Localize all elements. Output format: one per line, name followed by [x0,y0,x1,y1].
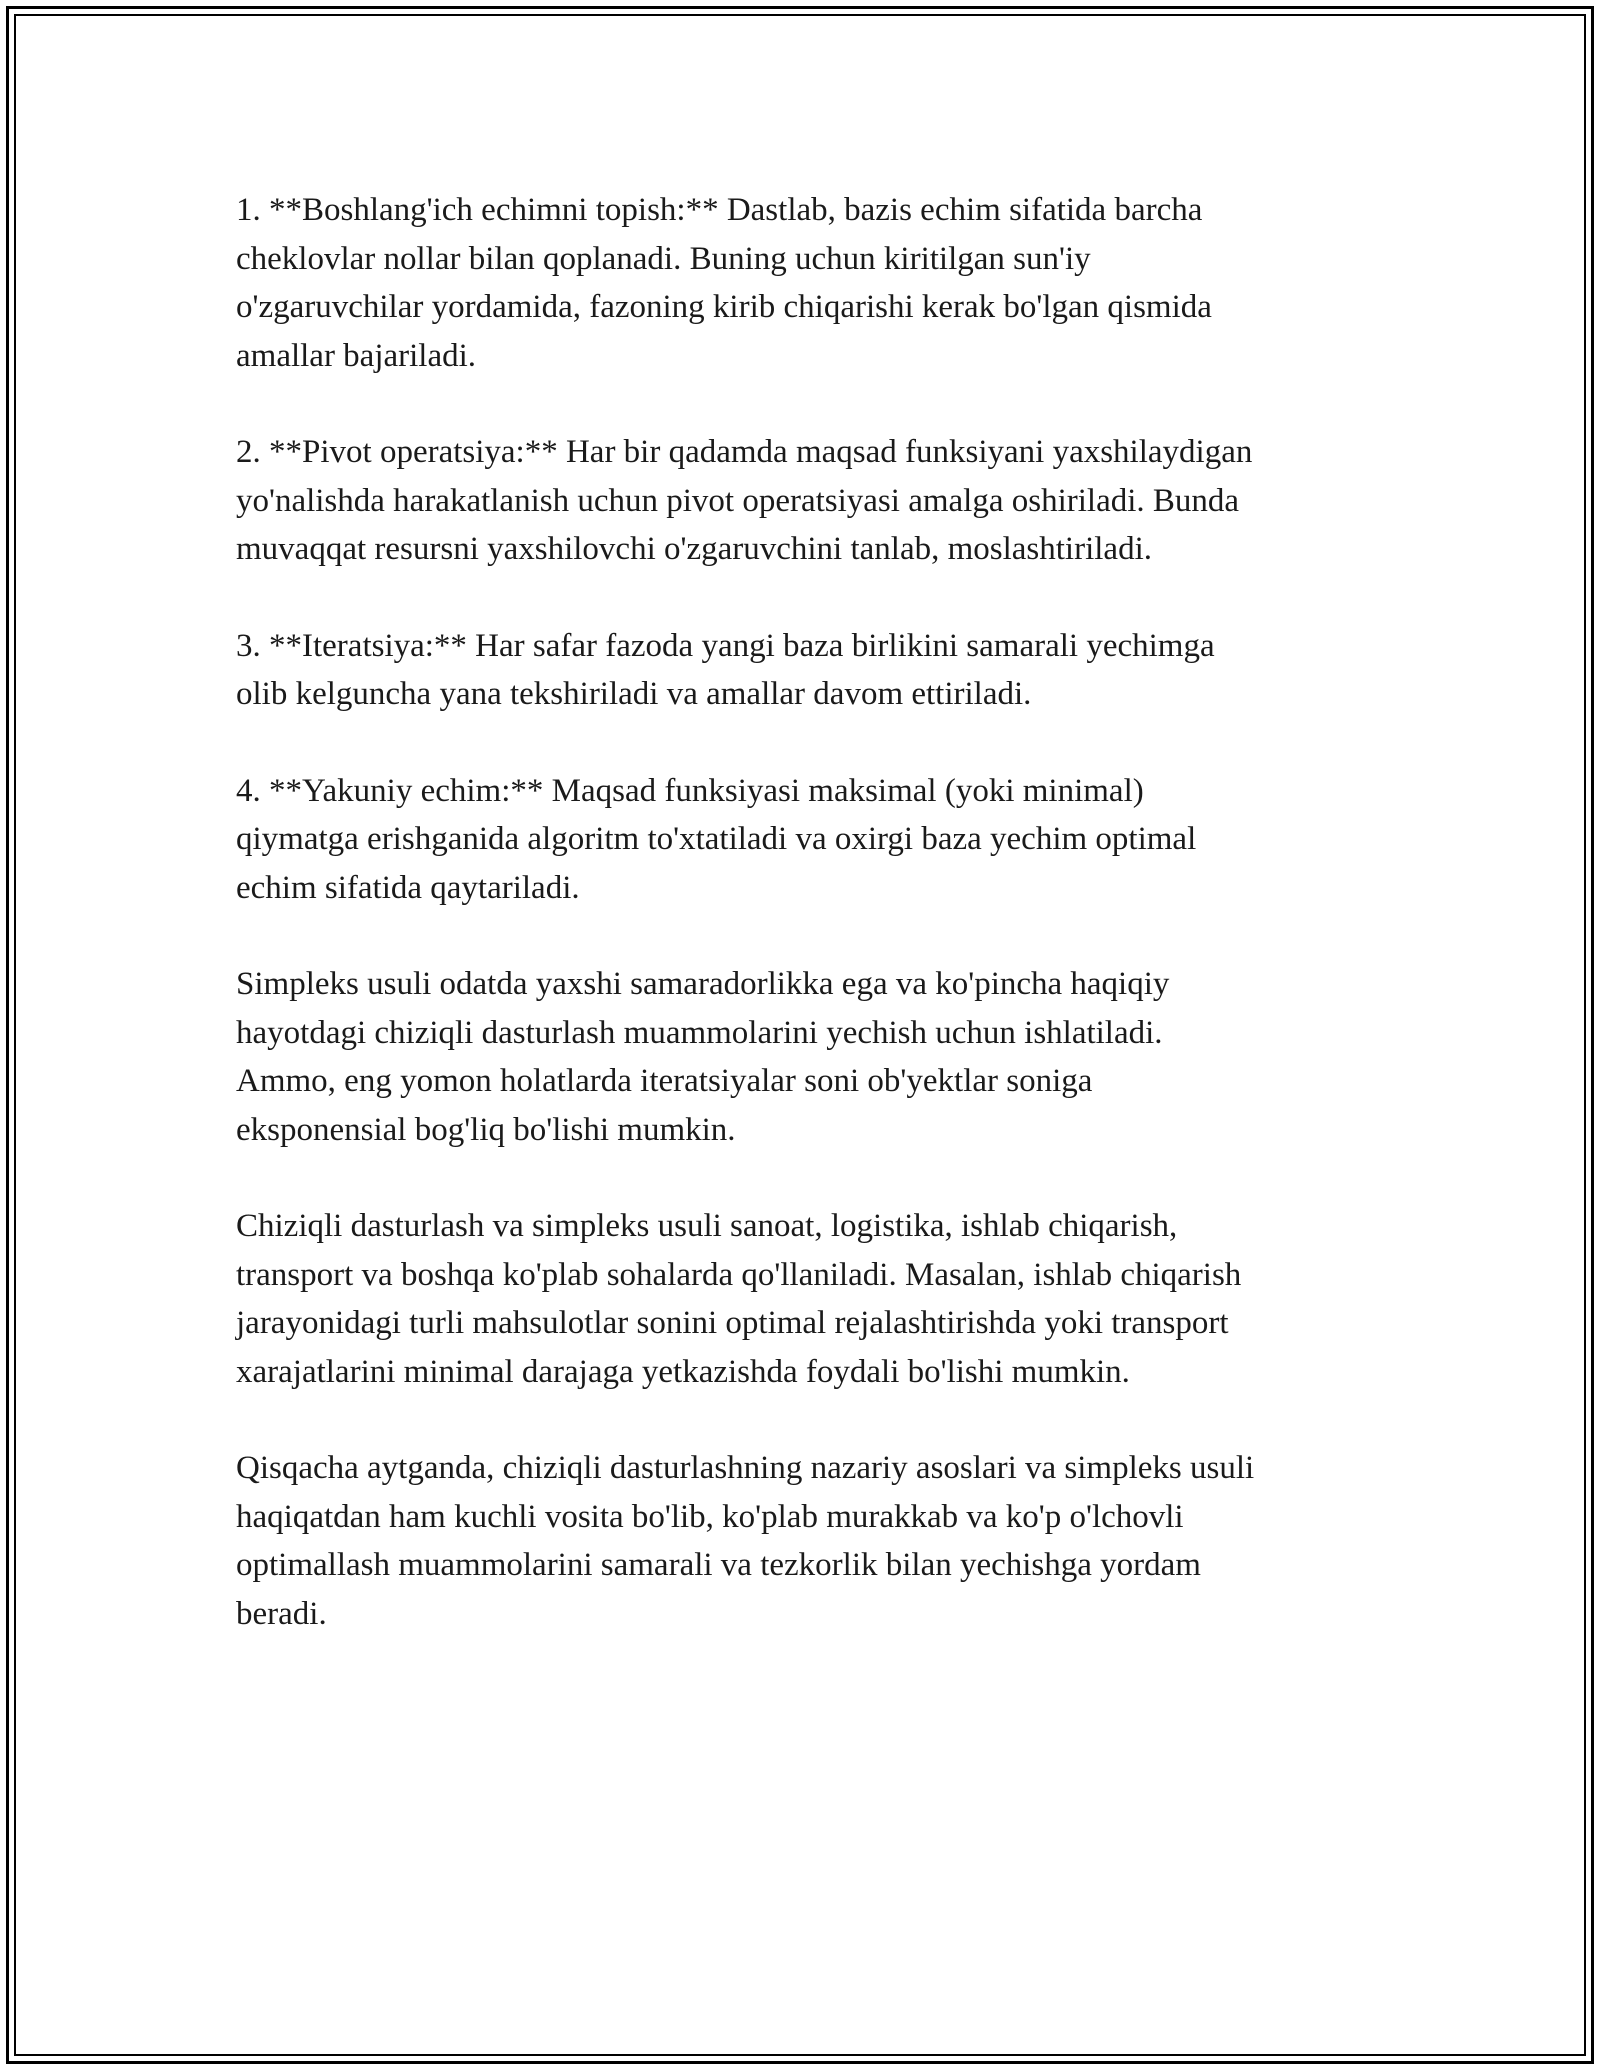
paragraph-performance: Simpleks usuli odatda yaxshi samaradorlikka ega va ko'pincha haqiqiy hayotdagi chiziqli dasturlash muammolarini yechish uchun ishlatiladi. Ammo, eng yomon holatlarda iteratsiyalar soni ob'yektlar soniga eksponensial bog'liq bo'lishi mumkin. [236,966,1170,1148]
paragraph-step-4: 4. **Yakuniy echim:** Maqsad funksiyasi maksimal (yoki minimal) qiymatga erishganida algoritm to'xtatiladi va oxirgi baza yechim optimal echim sifatida qaytariladi. [236,772,1197,906]
paragraph-summary: Qisqacha aytganda, chiziqli dasturlashning nazariy asoslari va simpleks usuli haqiqatdan ham kuchli vosita bo'lib, ko'plab murakkab va ko'p o'lchovli optimallash muammolarini samarali va tezkorlik bilan yechishga yordam beradi. [236,1450,1255,1632]
paragraph-step-2: 2. **Pivot operatsiya:** Har bir qadamda maqsad funksiyani yaxshilaydigan yo'nalishda harakatlanish uchun pivot operatsiyasi amalga oshiriladi. Bunda muvaqqat resursni yaxshilovchi o'zgaruvchini tanlab, moslashtiriladi. [236,434,1253,567]
document-body [236,186,1396,1686]
paragraph-step-3: 3. **Iteratsiya:** Har safar fazoda yangi baza birlikini samarali yechimga olib kelguncha yana tekshiriladi va amallar davom ettiriladi. [236,627,1215,712]
paragraph-applications: Chiziqli dasturlash va simpleks usuli sanoat, logistika, ishlab chiqarish, transport va boshqa ko'plab sohalarda qo'llaniladi. Masalan, ishlab chiqarish jarayonidagi turli mahsulotlar sonini optimal rejalashtirishda yoki transport xarajatlarini minimal darajaga yetkazishda foydali bo'lishi mumkin. [236,1208,1242,1390]
paragraph-step-1: 1. **Boshlang'ich echimni topish:** Dastlab, bazis echim sifatida barcha cheklovlar nollar bilan qoplanadi. Buning uchun kiritilgan sun'iy o'zgaruvchilar yordamida, fazoning kirib chiqarishi kerak bo'lgan qismida amallar bajariladi. [236,192,1212,374]
